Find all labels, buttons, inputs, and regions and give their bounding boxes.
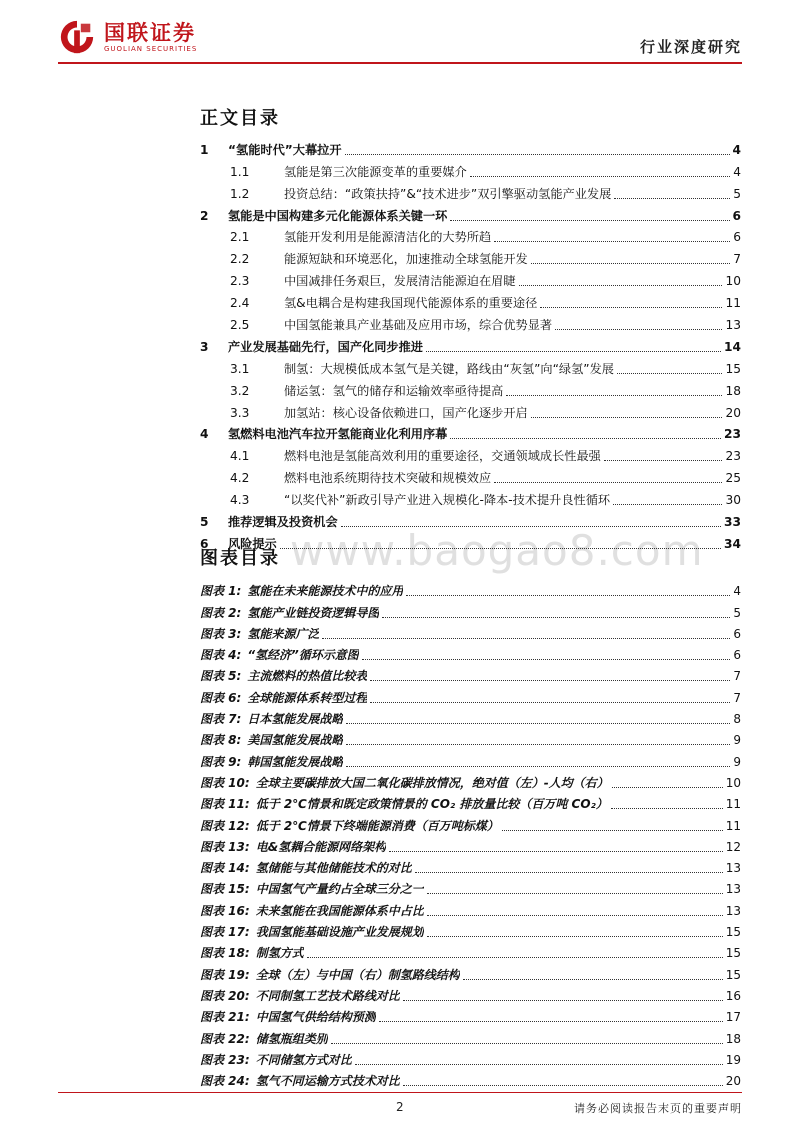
dot-leader <box>346 744 730 745</box>
figure-entry-title: 全球主要碳排放大国二氧化碳排放情况，绝对值（左）-人均（右） <box>255 775 609 790</box>
figure-entry-page: 13 <box>725 903 741 918</box>
dot-leader <box>362 659 731 660</box>
toc-entry-title: 风险提示 <box>228 536 277 551</box>
figure-entry[interactable] <box>200 791 741 812</box>
page-header <box>0 0 800 70</box>
dot-leader <box>450 438 721 439</box>
dot-leader <box>463 979 723 980</box>
figures-heading: 图表目录 <box>200 548 280 569</box>
figure-entry[interactable] <box>200 855 741 876</box>
figure-entry-page: 9 <box>733 754 741 769</box>
figure-entry-page: 6 <box>733 648 741 663</box>
dot-leader <box>403 1085 723 1086</box>
toc-entry-page: 4 <box>732 142 741 157</box>
toc-entry-title: 制氢：大规模低成本氢气是关键，路线由“灰氢”向“绿氢”发展 <box>284 361 614 376</box>
toc-entry[interactable] <box>200 377 741 399</box>
dot-leader <box>389 851 723 852</box>
dot-leader <box>370 680 730 681</box>
figure-entry[interactable] <box>200 770 741 791</box>
figure-entry-label: 图表 24: <box>200 1074 250 1089</box>
dot-leader <box>450 220 729 221</box>
figure-entry-title: 储氢瓶组类别 <box>255 1031 328 1046</box>
toc-entry-number: 2.3 <box>230 274 250 289</box>
company-logo <box>58 18 197 56</box>
figure-entry-label: 图表 15: <box>200 882 250 897</box>
figure-entry-page: 11 <box>725 818 741 833</box>
dot-leader <box>531 263 730 264</box>
figure-entry-label: 图表 20: <box>200 988 250 1003</box>
dot-leader <box>406 595 730 596</box>
toc-entry-title: 加氢站：核心设备依赖进口，国产化逐步开启 <box>284 405 528 420</box>
logo-chinese-name: 国联证券 <box>104 20 196 45</box>
figure-entry[interactable] <box>200 706 741 727</box>
figure-entry-title: 中国氢气产量约占全球三分之一 <box>255 882 424 897</box>
figure-entry[interactable] <box>200 940 741 961</box>
figure-entry[interactable] <box>200 834 741 855</box>
figure-entry[interactable] <box>200 599 741 620</box>
toc-entry-title: 中国减排任务艰巨，发展清洁能源迫在眉睫 <box>284 274 516 289</box>
figure-entry-label: 图表 13: <box>200 839 250 854</box>
page-number: 2 <box>396 1100 404 1114</box>
toc-entry-page: 25 <box>725 471 741 486</box>
dot-leader <box>427 915 723 916</box>
toc-entry-title: 能源短缺和环境恶化，加速推动全球氢能开发 <box>284 252 528 267</box>
figure-entry-label: 图表 22: <box>200 1031 250 1046</box>
toc-entry[interactable] <box>200 355 741 377</box>
figure-entry-label: 图表 12: <box>200 818 250 833</box>
toc-entry-page: 14 <box>724 339 741 354</box>
footer-divider <box>58 1092 742 1093</box>
toc-entry-number: 4 <box>200 427 209 442</box>
dot-leader <box>280 548 721 549</box>
figure-entry-label: 图表 1: <box>200 584 242 599</box>
toc-entry[interactable] <box>200 267 741 289</box>
toc-entry-number: 2.1 <box>230 230 250 245</box>
figure-entry-label: 图表 4: <box>200 648 242 663</box>
figure-entry[interactable] <box>200 642 741 663</box>
toc-entry-title: 燃料电池系统期待技术突破和规模效应 <box>284 471 492 486</box>
dot-leader <box>427 936 723 937</box>
figure-entry-title: 氢能在未来能源技术中的应用 <box>247 584 404 599</box>
toc-entry[interactable] <box>200 158 741 180</box>
dot-leader <box>502 830 723 831</box>
figure-entry-title: 韩国氢能发展战略 <box>247 754 344 769</box>
dot-leader <box>494 482 722 483</box>
figure-entry-label: 图表 7: <box>200 712 242 727</box>
toc-entry-title: 中国氢能兼具产业基础及应用市场，综合优势显著 <box>284 318 553 333</box>
figure-entry-page: 16 <box>725 988 741 1003</box>
dot-leader <box>614 198 730 199</box>
figure-entry-page: 11 <box>725 797 741 812</box>
figure-entry-page: 7 <box>733 669 741 684</box>
toc-entry-number: 4.2 <box>230 471 250 486</box>
figure-entry-label: 图表 19: <box>200 967 250 982</box>
toc-entry[interactable] <box>200 399 741 421</box>
figure-entry-page: 10 <box>725 775 741 790</box>
toc-entry[interactable] <box>200 180 741 202</box>
toc-entry-number: 2 <box>200 208 209 223</box>
figure-entry[interactable] <box>200 876 741 897</box>
toc-entry-title: 氢能开发利用是能源清洁化的大势所趋 <box>284 230 492 245</box>
toc-entry-title: “以奖代补”新政引导产业进入规模化-降本-技术提升良性循环 <box>284 493 611 508</box>
toc-entry-page: 15 <box>725 361 741 376</box>
dot-leader <box>370 702 730 703</box>
figure-entry-page: 17 <box>725 1010 741 1025</box>
toc-entry-page: 11 <box>725 296 741 311</box>
toc-entry-number: 6 <box>200 536 209 551</box>
toc-entry-page: 4 <box>733 164 741 179</box>
figure-entry-title: 未来氢能在我国能源体系中占比 <box>255 903 424 918</box>
dot-leader <box>382 617 730 618</box>
toc-entry[interactable] <box>200 464 741 486</box>
toc-entry-number: 1.1 <box>230 164 250 179</box>
figure-entry-label: 图表 18: <box>200 946 250 961</box>
toc-entry-page: 18 <box>725 383 741 398</box>
list-of-figures <box>200 578 741 1089</box>
toc-entry-number: 3.3 <box>230 405 250 420</box>
toc-entry-title: 氢&电耦合是构建我国现代能源体系的重要途径 <box>284 296 538 311</box>
figure-entry-page: 7 <box>733 690 741 705</box>
dot-leader <box>613 504 722 505</box>
toc-entry[interactable] <box>200 333 741 355</box>
toc-entry-page: 23 <box>724 427 741 442</box>
dot-leader <box>506 395 722 396</box>
toc-entry-page: 6 <box>732 208 741 223</box>
figure-entry-title: 主流燃料的热值比较表 <box>247 669 368 684</box>
toc-entry-number: 2.4 <box>230 296 250 311</box>
toc-entry-number: 2.2 <box>230 252 250 267</box>
toc-entry-title: 燃料电池是氢能高效利用的重要途径，交通领域成长性最强 <box>284 449 601 464</box>
toc-entry-title: 投资总结：“政策扶持”&“技术进步”双引擎驱动氢能产业发展 <box>284 186 612 201</box>
table-of-contents <box>200 136 741 552</box>
figure-entry[interactable] <box>200 983 741 1004</box>
figure-entry-label: 图表 21: <box>200 1010 250 1025</box>
dot-leader <box>426 351 721 352</box>
toc-entry-number: 3 <box>200 339 209 354</box>
figure-entry-page: 8 <box>733 712 741 727</box>
figure-entry[interactable] <box>200 897 741 918</box>
figure-entry-title: 不同储氢方式对比 <box>255 1052 352 1067</box>
figure-entry-title: “氢经济”循环示意图 <box>247 648 359 663</box>
dot-leader <box>346 766 730 767</box>
figure-entry[interactable] <box>200 812 741 833</box>
figure-entry-title: 我国氢能基础设施产业发展规划 <box>255 925 424 940</box>
figure-entry-page: 5 <box>733 605 741 620</box>
toc-entry[interactable] <box>200 245 741 267</box>
figure-entry[interactable] <box>200 727 741 748</box>
dot-leader <box>612 787 723 788</box>
figure-entry-page: 4 <box>733 584 741 599</box>
figure-entry-page: 19 <box>725 1052 741 1067</box>
toc-entry-page: 34 <box>724 536 741 551</box>
figure-entry-page: 15 <box>725 946 741 961</box>
toc-entry-number: 1.2 <box>230 186 250 201</box>
toc-entry-title: 氢燃料电池汽车拉开氢能商业化利用序幕 <box>228 427 448 442</box>
figure-entry[interactable] <box>200 1025 741 1046</box>
figure-entry[interactable] <box>200 919 741 940</box>
toc-entry[interactable] <box>200 224 741 246</box>
dot-leader <box>519 285 723 286</box>
figure-entry-label: 图表 2: <box>200 605 242 620</box>
toc-entry-page: 33 <box>724 515 741 530</box>
dot-leader <box>555 329 722 330</box>
toc-entry-number: 1 <box>200 142 209 157</box>
toc-entry-number: 5 <box>200 515 209 530</box>
figure-entry-page: 20 <box>725 1074 741 1089</box>
figure-entry-label: 图表 17: <box>200 925 250 940</box>
toc-entry[interactable] <box>200 508 741 530</box>
figure-entry-label: 图表 10: <box>200 775 250 790</box>
figure-entry-page: 15 <box>725 925 741 940</box>
toc-entry-title: 氢能是第三次能源变革的重要媒介 <box>284 164 467 179</box>
figure-entry-label: 图表 5: <box>200 669 242 684</box>
toc-entry-number: 3.1 <box>230 361 250 376</box>
dot-leader <box>427 893 723 894</box>
toc-entry[interactable] <box>200 442 741 464</box>
figure-entry-title: 中国氢气供给结构预测 <box>255 1010 376 1025</box>
toc-entry-title: 氢能是中国构建多元化能源体系关键一环 <box>228 208 448 223</box>
dot-leader <box>415 872 723 873</box>
figure-entry[interactable] <box>200 961 741 982</box>
dot-leader <box>345 154 730 155</box>
dot-leader <box>540 307 722 308</box>
figure-entry[interactable] <box>200 1047 741 1068</box>
toc-entry-number: 4.3 <box>230 493 250 508</box>
toc-entry-page: 7 <box>733 252 741 267</box>
dot-leader <box>531 417 723 418</box>
toc-entry-title: 推荐逻辑及投资机会 <box>228 515 338 530</box>
toc-entry-page: 6 <box>733 230 741 245</box>
guolian-logo-icon <box>58 18 96 56</box>
toc-entry[interactable] <box>200 289 741 311</box>
figure-entry[interactable] <box>200 748 741 769</box>
footer-disclaimer: 请务必阅读报告末页的重要声明 <box>574 1102 742 1115</box>
figure-entry-title: 低于 2℃情景下终端能源消费（百万吨标煤） <box>255 818 499 833</box>
header-divider <box>58 62 742 64</box>
dot-leader <box>617 373 723 374</box>
dot-leader <box>611 808 723 809</box>
figure-entry-label: 图表 3: <box>200 626 242 641</box>
toc-entry[interactable] <box>200 311 741 333</box>
toc-entry-page: 30 <box>725 493 741 508</box>
figure-entry-label: 图表 8: <box>200 733 242 748</box>
dot-leader <box>331 1043 723 1044</box>
figure-entry-page: 9 <box>733 733 741 748</box>
figure-entry-label: 图表 14: <box>200 861 250 876</box>
figure-entry[interactable] <box>200 1004 741 1025</box>
dot-leader <box>494 241 730 242</box>
toc-entry-page: 23 <box>725 449 741 464</box>
toc-entry-page: 5 <box>733 186 741 201</box>
toc-entry-page: 20 <box>725 405 741 420</box>
dot-leader <box>604 460 723 461</box>
dot-leader <box>341 526 721 527</box>
figure-entry-label: 图表 9: <box>200 754 242 769</box>
figure-entry-page: 6 <box>733 626 741 641</box>
dot-leader <box>403 1000 723 1001</box>
toc-entry-title: 产业发展基础先行，国产化同步推进 <box>228 339 423 354</box>
figure-entry-page: 15 <box>725 967 741 982</box>
figure-entry-title: 美国氢能发展战略 <box>247 733 344 748</box>
toc-entry[interactable] <box>200 136 741 158</box>
toc-entry-number: 3.2 <box>230 383 250 398</box>
figure-entry-title: 氢能产业链投资逻辑导图 <box>247 605 380 620</box>
figure-entry[interactable] <box>200 1068 741 1089</box>
watermark: www.baogao8.com <box>290 526 704 575</box>
dot-leader <box>379 1021 723 1022</box>
figure-entry-label: 图表 16: <box>200 903 250 918</box>
figure-entry-title: 电&氢耦合能源网络架构 <box>255 839 387 854</box>
figure-entry-title: 低于 2℃情景和既定政策情景的 CO₂ 排放量比较（百万吨 CO₂） <box>255 797 608 812</box>
dot-leader <box>346 723 730 724</box>
figure-entry-title: 全球能源体系转型过程 <box>247 690 368 705</box>
toc-entry[interactable] <box>200 421 741 443</box>
figure-entry-page: 13 <box>725 882 741 897</box>
toc-entry[interactable] <box>200 530 741 552</box>
figure-entry-title: 氢气不同运输方式技术对比 <box>255 1074 400 1089</box>
figure-entry-title: 氢能来源广泛 <box>247 626 320 641</box>
figure-entry[interactable] <box>200 578 741 599</box>
figure-entry-label: 图表 23: <box>200 1052 250 1067</box>
dot-leader <box>322 638 730 639</box>
dot-leader <box>355 1064 723 1065</box>
figure-entry-title: 不同制氢工艺技术路线对比 <box>255 988 400 1003</box>
toc-entry-number: 2.5 <box>230 318 250 333</box>
figure-entry-title: 全球（左）与中国（右）制氢路线结构 <box>255 967 460 982</box>
dot-leader <box>307 957 723 958</box>
figure-entry[interactable] <box>200 663 741 684</box>
toc-entry[interactable] <box>200 202 741 224</box>
figure-entry-page: 18 <box>725 1031 741 1046</box>
toc-entry[interactable] <box>200 486 741 508</box>
toc-entry-title: 储运氢：氢气的储存和运输效率亟待提高 <box>284 383 504 398</box>
toc-entry-title: “氢能时代”大幕拉开 <box>228 142 342 157</box>
toc-entry-number: 4.1 <box>230 449 250 464</box>
figure-entry-page: 13 <box>725 861 741 876</box>
figure-entry-page: 12 <box>725 839 741 854</box>
figure-entry-label: 图表 11: <box>200 797 250 812</box>
figure-entry-title: 氢储能与其他储能技术的对比 <box>255 861 412 876</box>
figure-entry-title: 制氢方式 <box>255 946 304 961</box>
figure-entry-title: 日本氢能发展战略 <box>247 712 344 727</box>
toc-entry-page: 13 <box>725 318 741 333</box>
figure-entry[interactable] <box>200 684 741 705</box>
logo-english-name: GUOLIAN SECURITIES <box>104 44 198 53</box>
figure-entry-label: 图表 6: <box>200 690 242 705</box>
figure-entry[interactable] <box>200 621 741 642</box>
toc-entry-page: 10 <box>725 274 741 289</box>
dot-leader <box>470 176 730 177</box>
toc-heading: 正文目录 <box>200 108 280 129</box>
report-type-label: 行业深度研究 <box>639 38 742 56</box>
